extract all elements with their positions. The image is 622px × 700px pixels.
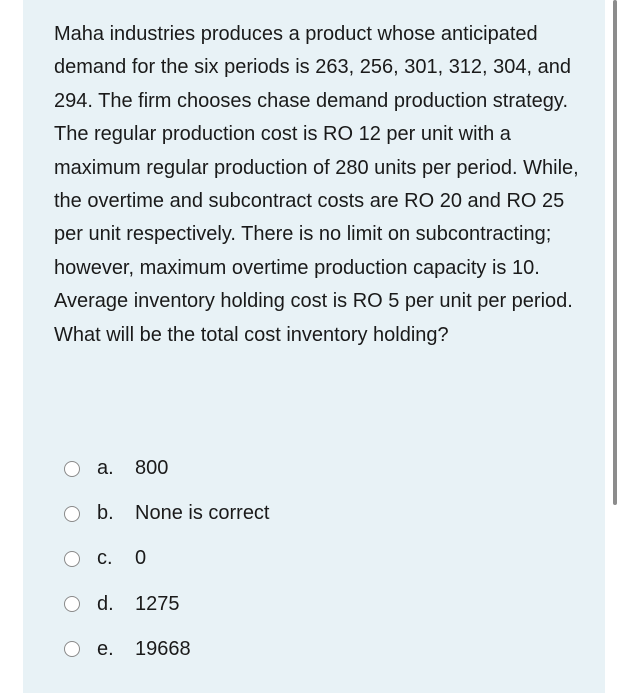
option-letter: a. [97, 457, 114, 480]
option-c[interactable] [64, 536, 584, 581]
radio-button-c[interactable] [64, 551, 80, 567]
question-text: Maha industries produces a product whose anticipated demand for the six periods is 263, 256, 301, 312, 304, and 294. The firm chooses chase demand production strategy. The regular production cost is RO 12 per unit with a maximum regular production of 280 units per period. While, the overtime and subcontract costs are RO 20 and RO 25 per unit respectively. There is no limit on subcontracting; however, maximum overtime production capacity is 10. Average inventory holding cost is RO 5 per unit per period. What will be the total cost inventory holding? [54, 23, 579, 346]
option-letter: b. [97, 502, 114, 525]
radio-button-b[interactable] [64, 506, 80, 522]
option-label[interactable]: 0 [135, 547, 147, 570]
option-d[interactable] [64, 582, 584, 627]
scrollbar[interactable] [613, 0, 617, 505]
option-letter: e. [97, 637, 114, 660]
option-letter: c. [97, 547, 113, 570]
answer-options [64, 446, 584, 672]
option-a[interactable] [64, 446, 584, 491]
option-label[interactable]: 19668 [135, 637, 191, 660]
option-label[interactable]: 800 [135, 457, 169, 480]
option-label[interactable]: None is correct [135, 502, 270, 525]
option-e[interactable] [64, 627, 584, 672]
option-label[interactable]: 1275 [135, 592, 180, 615]
option-letter: d. [97, 592, 114, 615]
radio-button-d[interactable] [64, 596, 80, 612]
option-b[interactable] [64, 491, 584, 536]
radio-button-e[interactable] [64, 641, 80, 657]
radio-button-a[interactable] [64, 461, 80, 477]
